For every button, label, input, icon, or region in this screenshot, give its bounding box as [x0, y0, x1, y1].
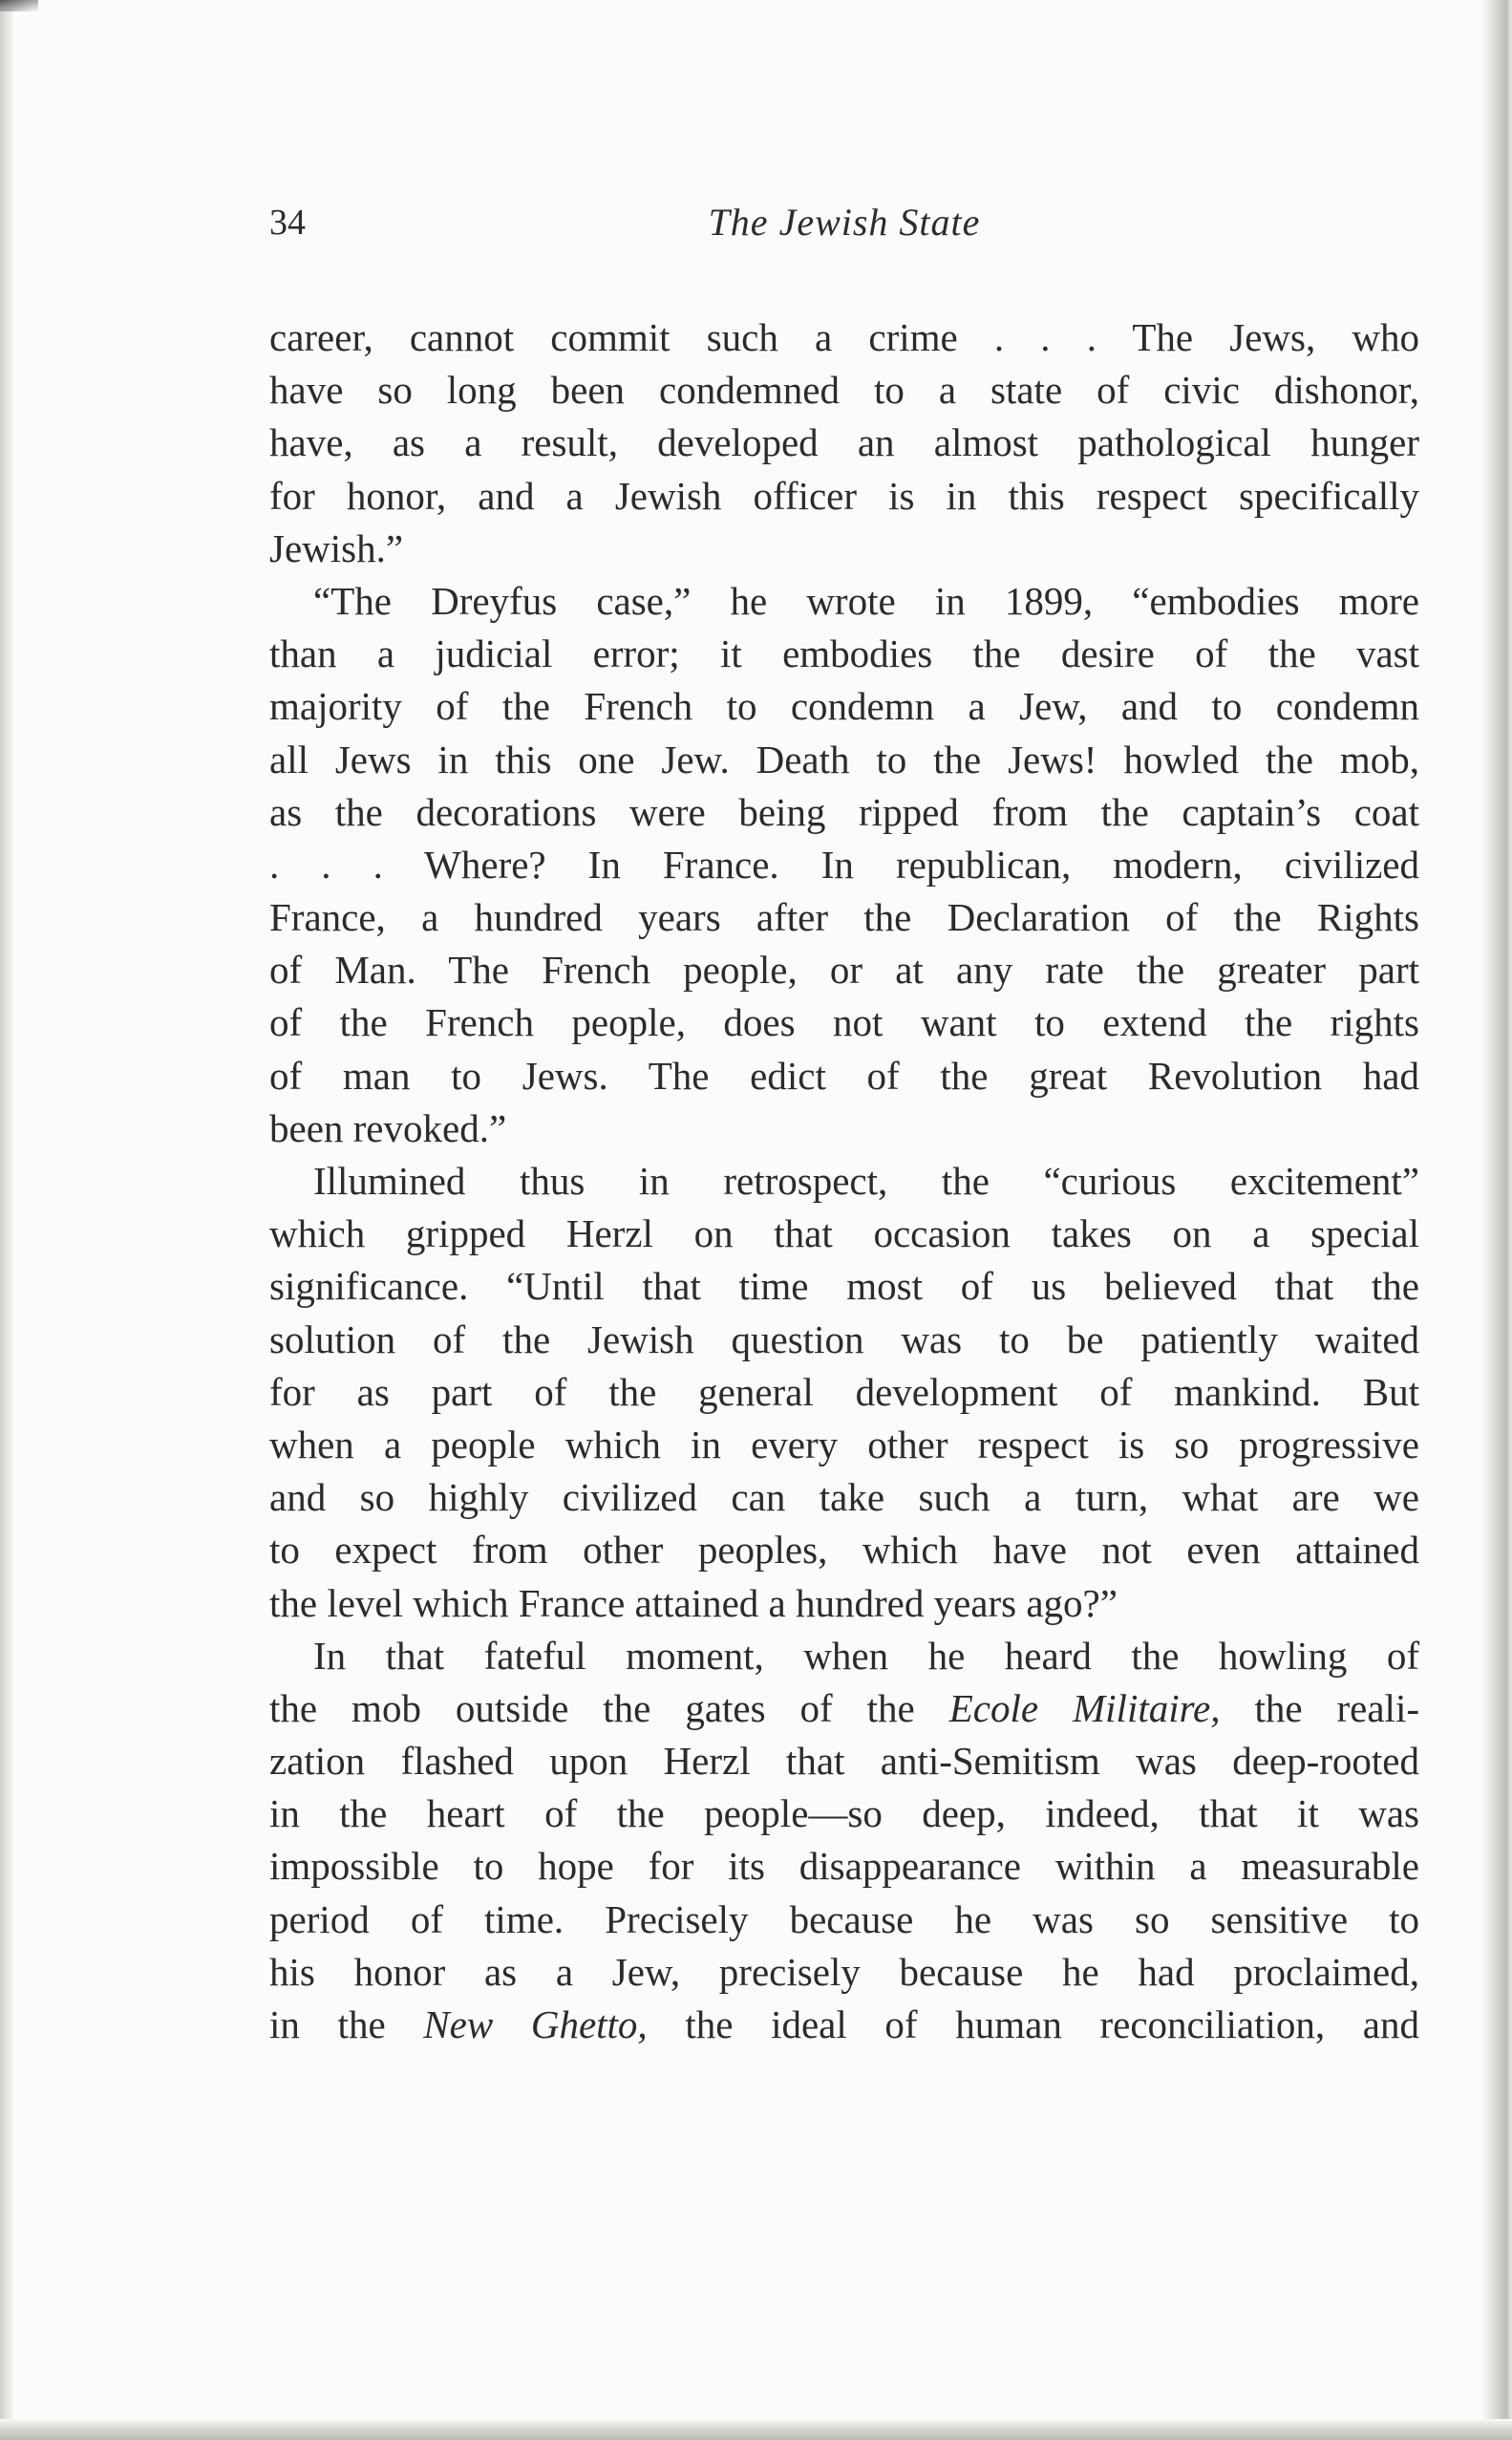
- text-line: zation flashed upon Herzl that anti-Semitism was deep-rooted: [269, 1739, 1419, 1784]
- text-line: in the heart of the people—so deep, indeed, that it was: [269, 1791, 1419, 1836]
- text-line: when a people which in every other respect is so progressive: [269, 1422, 1419, 1466]
- text-line: than a judicial error; it embodies the desire of the vast: [269, 631, 1419, 676]
- running-title: The Jewish State: [708, 201, 981, 244]
- running-header: [269, 199, 1419, 246]
- text-line: the mob outside the gates of the Ecole Militaire, the reali-: [269, 1685, 1419, 1730]
- text-line: “The Dreyfus case,” he wrote in 1899, “embodies more: [313, 578, 1419, 623]
- text-line: Illumined thus in retrospect, the “curious excitement”: [313, 1159, 1419, 1203]
- text-line: solution of the Jewish question was to be patiently waited: [269, 1316, 1419, 1361]
- text-line: In that fateful moment, when he heard the howling of: [313, 1633, 1419, 1678]
- text-line: all Jews in this one Jew. Death to the Jews! howled the mob,: [269, 737, 1419, 781]
- page-number: 34: [269, 203, 306, 243]
- body-text: [269, 311, 1419, 2051]
- text-line: for honor, and a Jewish officer is in this respect specifically: [269, 473, 1419, 518]
- page-gutter-shadow: [0, 0, 13, 2440]
- page-edge-shadow-right: [1483, 0, 1512, 2440]
- text-line: have, as a result, developed an almost pathological hunger: [269, 420, 1419, 465]
- page-edge-shadow-bottom: [0, 2419, 1512, 2440]
- text-line: period of time. Precisely because he was so sensitive to: [269, 1896, 1419, 1941]
- text-line: France, a hundred years after the Declaration of the Rights: [269, 895, 1419, 940]
- text-line: Jewish.”: [269, 525, 404, 570]
- text-line: his honor as a Jew, precisely because he had proclaimed,: [269, 1949, 1419, 1994]
- text-line: significance. “Until that time most of us believed that the: [269, 1264, 1419, 1309]
- text-line: of man to Jews. The edict of the great Revolution had: [269, 1053, 1419, 1098]
- text-line: impossible to hope for its disappearance within a measurable: [269, 1844, 1419, 1889]
- text-line: for as part of the general development of mankind. But: [269, 1369, 1419, 1414]
- text-line: and so highly civilized can take such a turn, what are we: [269, 1475, 1419, 1520]
- text-line: to expect from other peoples, which have not even attained: [269, 1528, 1419, 1573]
- text-line: . . . Where? In France. In republican, modern, civilized: [269, 842, 1419, 887]
- text-line: of the French people, does not want to extend the rights: [269, 1000, 1419, 1045]
- text-line: of Man. The French people, or at any rate the greater part: [269, 948, 1419, 993]
- text-line: as the decorations were being ripped from the captain’s coat: [269, 789, 1419, 834]
- text-line: been revoked.”: [269, 1105, 507, 1150]
- scan-corner-mark: [0, 0, 38, 11]
- text-line: majority of the French to condemn a Jew, and to condemn: [269, 684, 1419, 729]
- text-line: career, cannot commit such a crime . . . The Jews, who: [269, 315, 1419, 359]
- text-line: have so long been condemned to a state of civic dishonor,: [269, 368, 1419, 413]
- text-line: which gripped Herzl on that occasion takes on a special: [269, 1211, 1419, 1256]
- text-line: in the New Ghetto, the ideal of human reconciliation, and: [269, 2002, 1419, 2046]
- text-line: the level which France attained a hundred years ago?”: [269, 1580, 1118, 1625]
